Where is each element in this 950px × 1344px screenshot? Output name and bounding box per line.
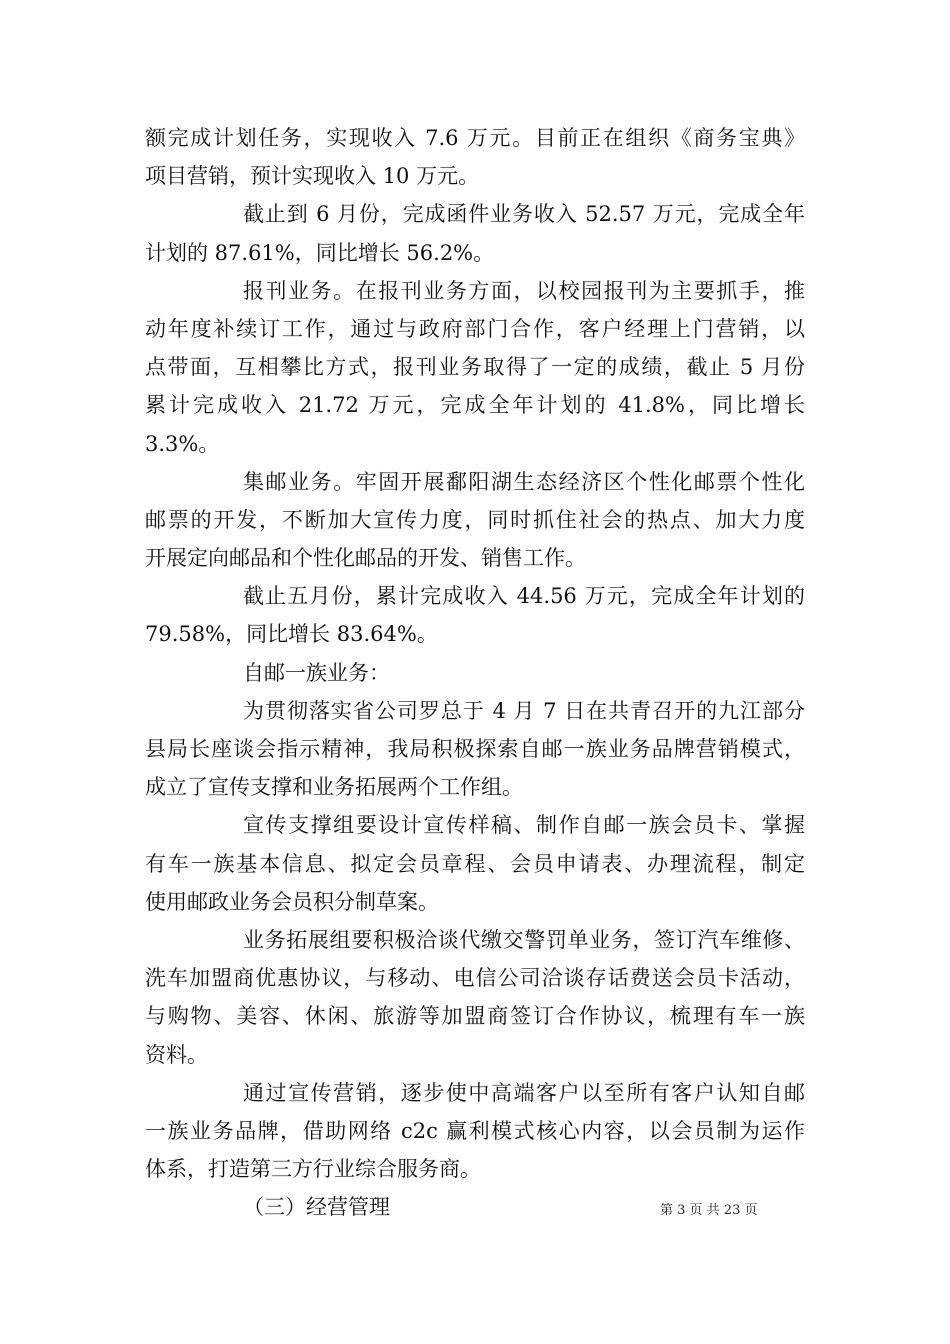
text-line: 截止五月份，累计完成收入 44.56 万元，完成全年计划的 (243, 584, 805, 609)
text-line: 点带面，互相攀比方式，报刊业务取得了一定的成绩，截止 5 月份 (145, 355, 805, 380)
text-line: 计划的 87.61%，同比增长 56.2%。 (145, 240, 495, 265)
text-line: 有车一族基本信息、拟定会员章程、会员申请表、办理流程，制定 (145, 851, 805, 876)
text-line: 累计完成收入 21.72 万元，完成全年计划的 41.8%，同比增长 (145, 393, 805, 418)
text-line: 截止到 6 月份，完成函件业务收入 52.57 万元，完成全年 (243, 202, 805, 227)
text-line: 宣传支撑组要设计宣传样稿、制作自邮一族会员卡、掌握 (243, 813, 805, 838)
text-line: 与购物、美容、休闲、旅游等加盟商签订合作协议，梳理有车一族 (145, 1004, 805, 1029)
text-line: 资料。 (145, 1042, 208, 1067)
text-line: 成立了宣传支撑和业务拓展两个工作组。 (145, 775, 523, 800)
text-line: 开展定向邮品和个性化邮品的开发、销售工作。 (145, 546, 586, 571)
document-body (145, 119, 805, 1226)
text-line: 动年度补续订工作，通过与政府部门合作，客户经理上门营销，以 (145, 316, 805, 341)
text-line: 3.3%。 (145, 431, 220, 456)
page-number: 第 3 页 共 23 页 (660, 1203, 758, 1218)
text-line: 报刊业务。在报刊业务方面，以校园报刊为主要抓手，推 (243, 278, 805, 303)
text-line: 使用邮政业务会员积分制草案。 (145, 889, 439, 914)
text-line: 额完成计划任务，实现收入 7.6 万元。目前正在组织《商务宝典》 (145, 126, 805, 150)
section-heading: （三）经营管理 (243, 1195, 390, 1220)
text-line: 邮票的开发，不断加大宣传力度，同时抓住社会的热点、加大力度 (145, 507, 805, 532)
text-line: 洗车加盟商优惠协议，与移动、电信公司洽谈存话费送会员卡活动， (145, 966, 805, 991)
text-line: 业务拓展组要积极洽谈代缴交警罚单业务，签订汽车维修、 (243, 927, 805, 952)
text-line: 项目营销，预计实现收入 10 万元。 (145, 164, 480, 189)
text-line: 集邮业务。牢固开展鄱阳湖生态经济区个性化邮票个性化 (243, 469, 805, 494)
text-line: 一族业务品牌，借助网络 c2c 赢利模式核心内容，以会员制为运作 (145, 1118, 805, 1143)
text-line: 体系，打造第三方行业综合服务商。 (145, 1157, 481, 1182)
text-line: 通过宣传营销，逐步使中高端客户以至所有客户认知自邮 (243, 1080, 805, 1105)
text-line: 为贯彻落实省公司罗总于 4 月 7 日在共青召开的九江部分 (243, 698, 805, 723)
text-line: 自邮一族业务： (243, 660, 390, 685)
text-line: 县局长座谈会指示精神，我局积极探索自邮一族业务品牌营销模式， (145, 737, 805, 761)
text-line: 79.58%，同比增长 83.64%。 (145, 622, 438, 647)
